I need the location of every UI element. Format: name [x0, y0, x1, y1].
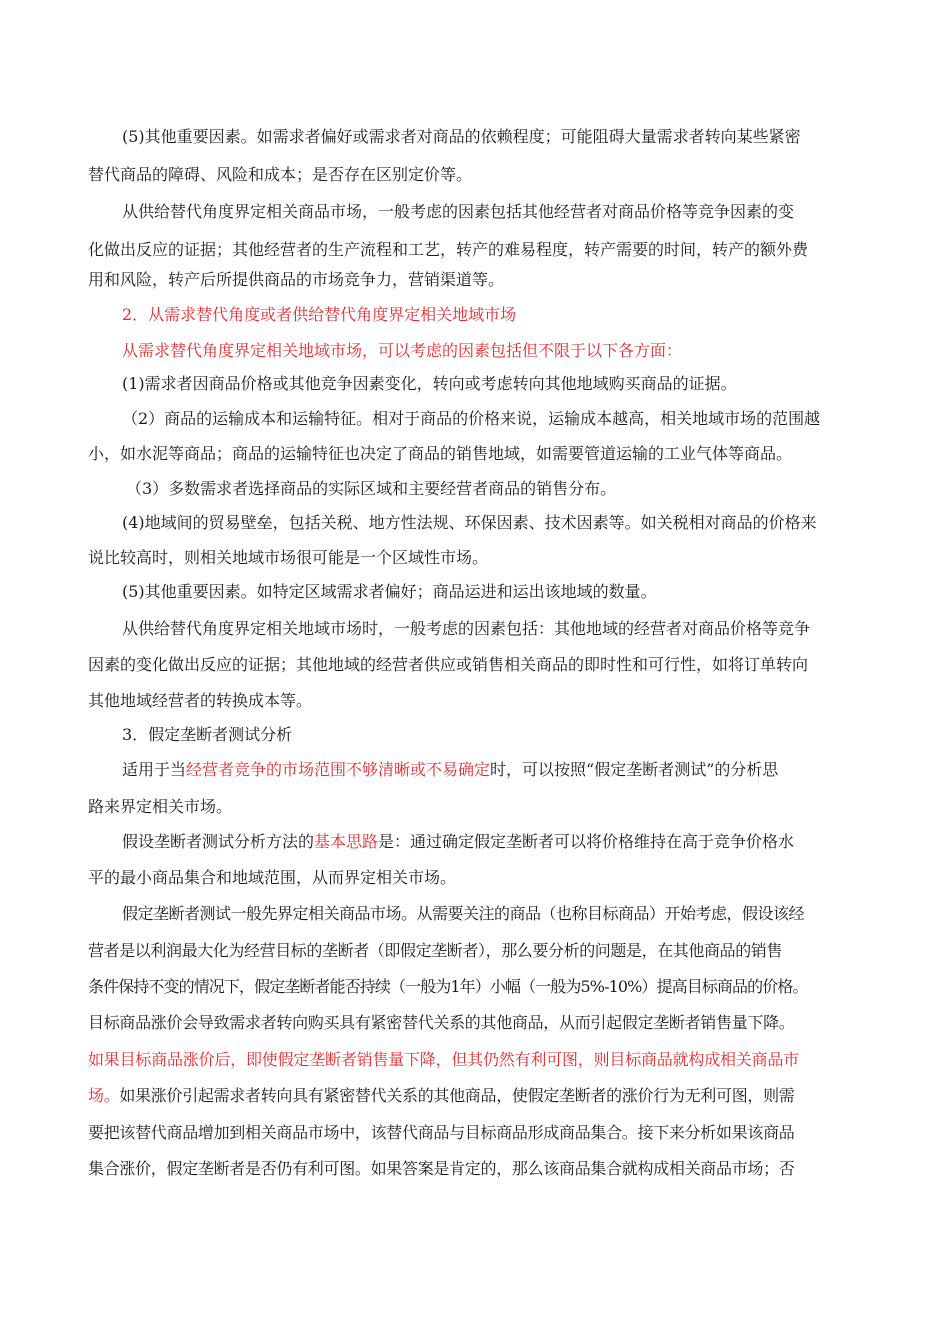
line: 因素的变化做出反应的证据；其他地域的经营者供应或销售相关商品的即时性和可行性，如将订单转向: [88, 655, 809, 674]
text: 适用于当: [122, 760, 187, 779]
subheading: 从需求替代角度界定相关地域市场，可以考虑的因素包括但不限于以下各方面：: [122, 341, 683, 360]
text: 如果涨价引起需求者转向具有紧密替代关系的其他商品，使假定垄断者的涨价行为无利可图，则需: [119, 1086, 795, 1105]
line: （2）商品的运输成本和运输特征。相对于商品的价格来说，运输成本越高，相关地域市场的范围越: [122, 409, 821, 428]
line: [88, 827, 878, 857]
line: 目标商品涨价会导致需求者转向购买具有紧密替代关系的其他商品，从而引起假定垄断者销售量下降。: [88, 1013, 795, 1032]
line: 假定垄断者测试一般先界定相关商品市场。从需要关注的商品（也称目标商品）开始考虑，假设该经: [122, 904, 805, 923]
section-heading: 2．从需求替代角度或者供给替代角度界定相关地域市场: [122, 305, 517, 324]
line: 从供给替代角度界定相关商品市场，一般考虑的因素包括其他经营者对商品价格等竞争因素的变: [122, 202, 795, 221]
line: 条件保持不变的情况下，假定垄断者能否持续（一般为1年）小幅（一般为5%-10%）提高目标商品的价格。: [88, 977, 808, 996]
line: 营者是以利润最大化为经营目标的垄断者（即假定垄断者），那么要分析的问题是，在其他商品的销售: [88, 941, 783, 960]
line: 集合涨价，假定垄断者是否仍有利可图。如果答案是肯定的，那么该商品集合就构成相关商品市场；否: [88, 1159, 795, 1178]
line: 平的最小商品集合和地域范围，从而界定相关市场。: [88, 868, 457, 887]
line: 替代商品的障碍、风险和成本；是否存在区别定价等。: [88, 165, 473, 184]
line: 路来界定相关市场。: [88, 797, 233, 816]
line: 化做出反应的证据；其他经营者的生产流程和工艺，转产的难易程度，转产需要的时间，转产的额外费: [88, 240, 809, 259]
line: [88, 1081, 878, 1111]
line: [88, 755, 878, 785]
line: (5)其他重要因素。如特定区域需求者偏好；商品运进和运出该地域的数量。: [122, 582, 657, 601]
line: （3）多数需求者选择商品的实际区域和主要经营者商品的销售分布。: [126, 479, 617, 498]
line: 说比较高时，则相关地域市场很可能是一个区域性市场。: [88, 548, 489, 567]
highlight-line: 如果目标商品涨价后，即使假定垄断者销售量下降，但其仍然有利可图，则目标商品就构成相关商品市: [88, 1050, 800, 1069]
line: (4)地域间的贸易壁垒，包括关税、地方性法规、环保因素、技术因素等。如关税相对商品的价格来: [122, 513, 817, 532]
line: 用和风险，转产后所提供商品的市场竞争力，营销渠道等。: [88, 270, 505, 289]
text: 假设垄断者测试分析方法的: [122, 832, 315, 851]
highlight-text: 基本思路: [314, 832, 379, 851]
highlight-text: 经营者竞争的市场范围不够清晰或不易确定: [186, 760, 491, 779]
section-heading: 3．假定垄断者测试分析: [122, 725, 293, 744]
line: 从供给替代角度界定相关地域市场时，一般考虑的因素包括：其他地域的经营者对商品价格等竞争: [122, 619, 811, 638]
text: 时，可以按照“假定垄断者测试”的分析思: [490, 760, 779, 779]
line: (1)需求者因商品价格或其他竞争因素变化，转向或考虑转向其他地域购买商品的证据。: [122, 374, 737, 393]
highlight-text: 场。: [88, 1086, 120, 1105]
line: 其他地域经营者的转换成本等。: [88, 691, 313, 710]
line: (5)其他重要因素。如需求者偏好或需求者对商品的依赖程度；可能阻碍大量需求者转向某些紧密: [122, 127, 801, 146]
line: 小，如水泥等商品；商品的运输特征也决定了商品的销售地域，如需要管道运输的工业气体等商品。: [88, 444, 793, 463]
text: 是：通过确定假定垄断者可以将价格维持在高于竞争价格水: [378, 832, 795, 851]
line: 要把该替代商品增加到相关商品市场中，该替代商品与目标商品形成商品集合。接下来分析如果该商品: [88, 1123, 795, 1142]
